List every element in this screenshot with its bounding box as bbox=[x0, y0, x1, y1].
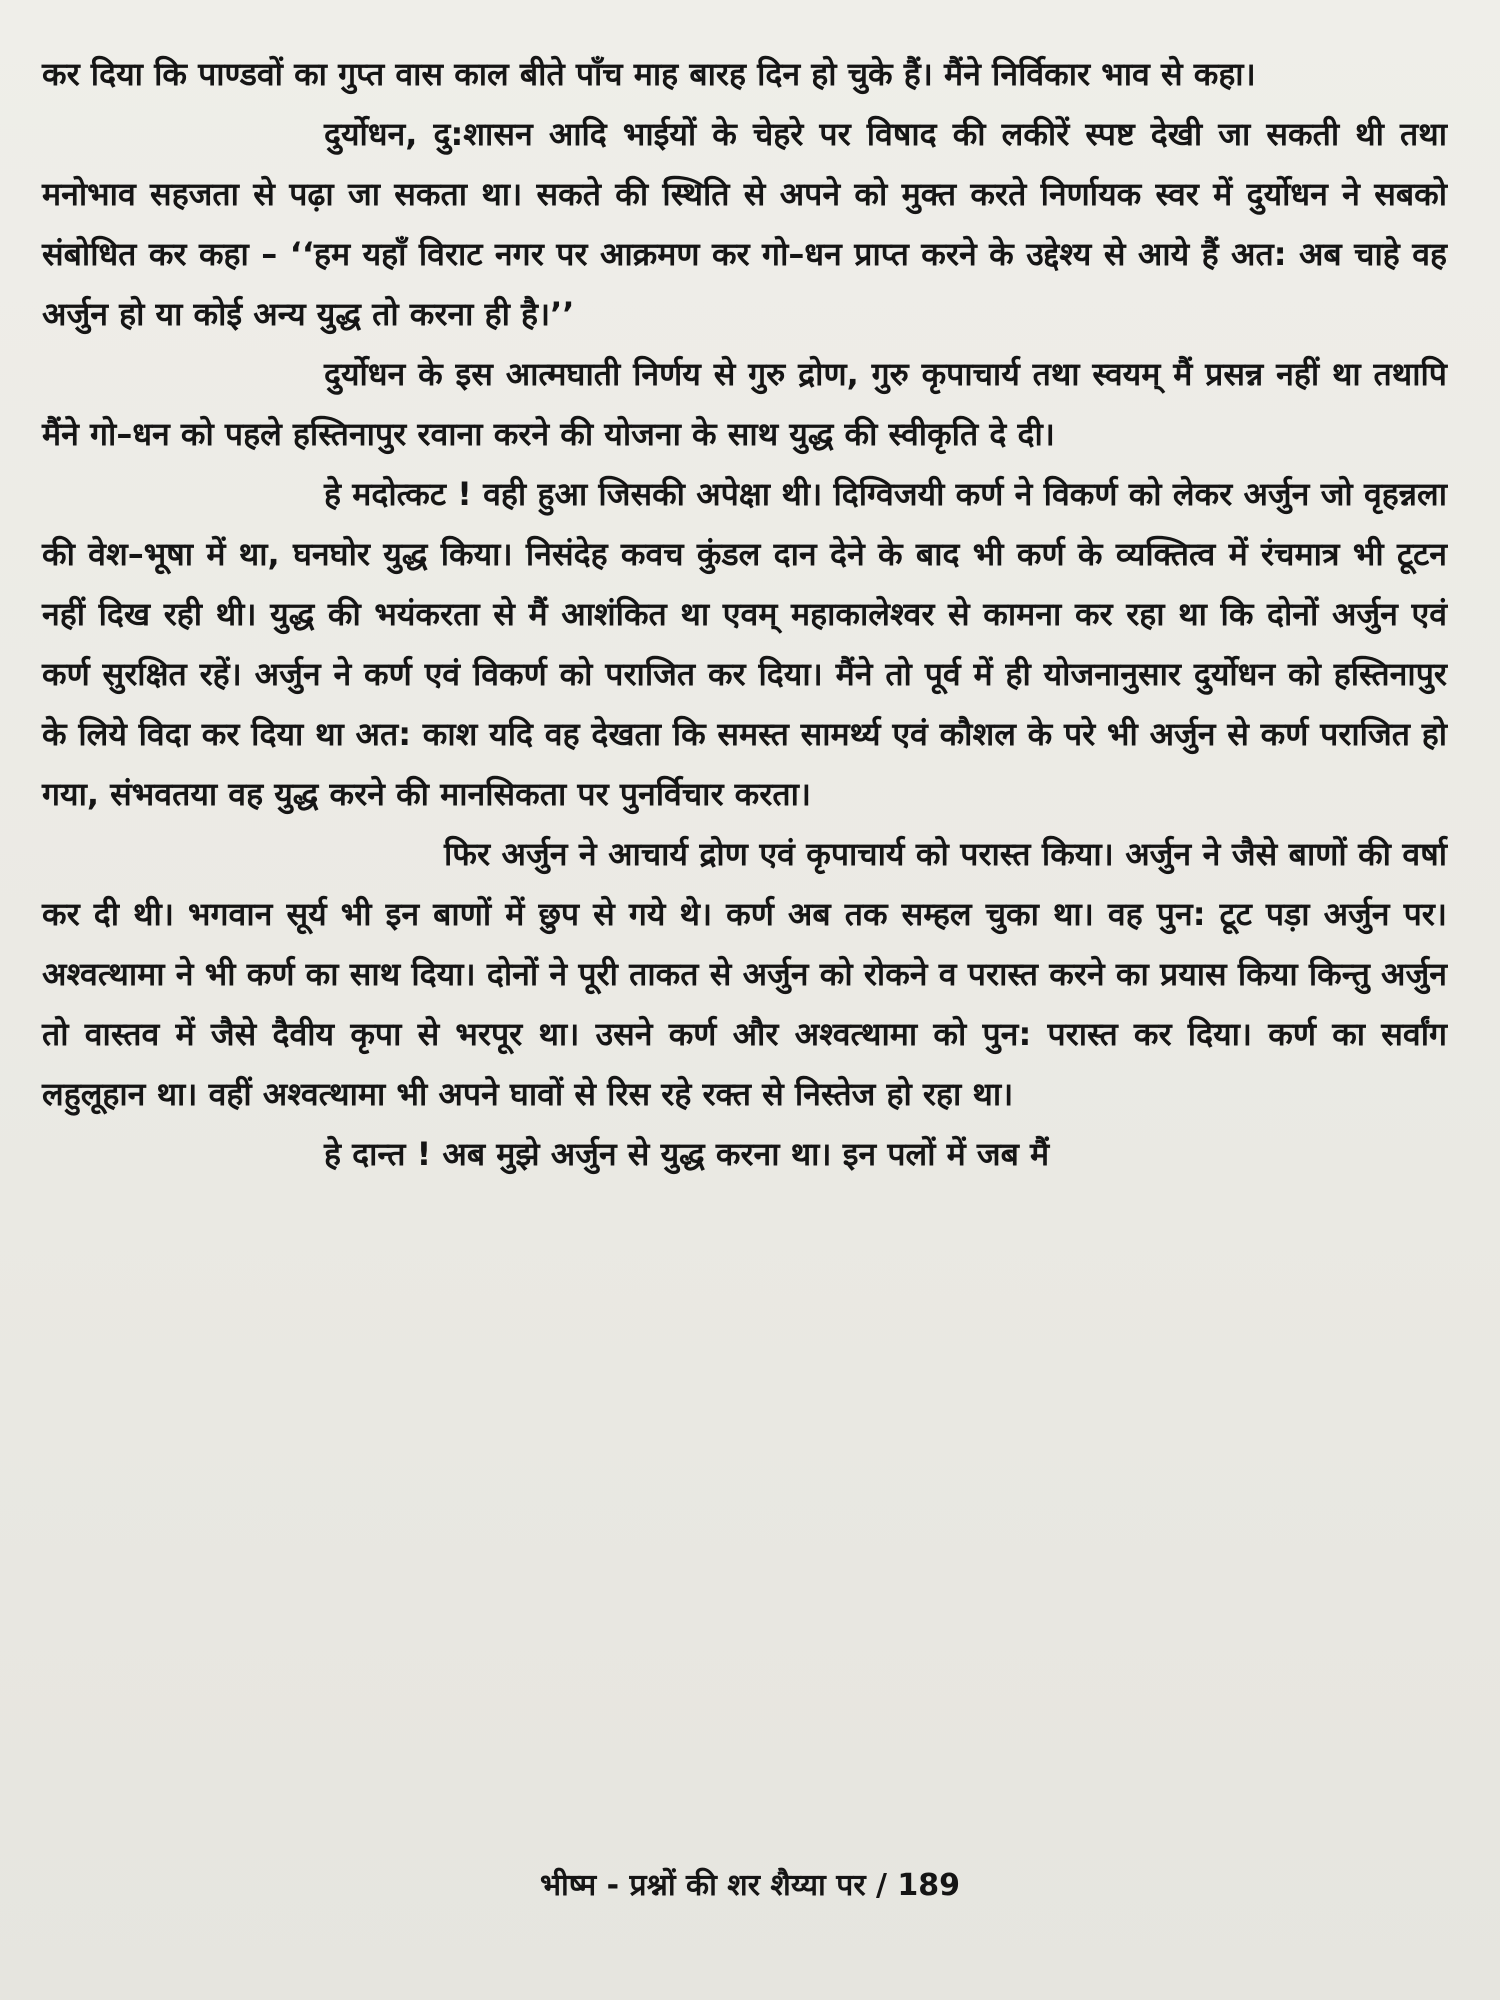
page-footer: भीष्म - प्रश्नों की शर शैय्या पर / 189 bbox=[539, 1868, 961, 1903]
paragraph-1: कर दिया कि पाण्डवों का गुप्त वास काल बीते पाँच माह बारह दिन हो चुके हैं। मैंने निर्विकार भाव से कहा। bbox=[42, 55, 1256, 93]
paragraph-2: दुर्योधन, दु:शासन आदि भाईयों के चेहरे पर विषाद की लकीरें स्पष्ट देखी जा सकती थी तथा मनोभाव सहजता से पढ़ा जा सकता था। सकते की स्थिति से अपने को मुक्त करते निर्णायक स्वर में दुर्योधन ने सबको संबोधित कर कहा – ‘‘हम यहाँ विराट नगर पर आक्रमण कर गो–धन प्राप्त करने के उद्देश्य से आये हैं अत: अब चाहे वह अर्जुन हो या कोई अन्य युद्ध तो करना ही है।’’ bbox=[42, 115, 1447, 333]
body-text bbox=[42, 44, 1447, 1184]
paragraph-6: हे दान्त ! अब मुझे अर्जुन से युद्ध करना था। इन पलों में जब मैं bbox=[324, 1135, 1050, 1173]
paragraph-3: दुर्योधन के इस आत्मघाती निर्णय से गुरु द्रोण, गुरु कृपाचार्य तथा स्वयम् मैं प्रसन्न नहीं था तथापि मैंने गो–धन को पहले हस्तिनापुर रवाना करने की योजना के साथ युद्ध की स्वीकृति दे दी। bbox=[42, 355, 1447, 453]
paragraph-5: फिर अर्जुन ने आचार्य द्रोण एवं कृपाचार्य को परास्त किया। अर्जुन ने जैसे बाणों की वर्षा कर दी थी। भगवान सूर्य भी इन बाणों में छुप से गये थे। कर्ण अब तक सम्हल चुका था। वह पुन: टूट पड़ा अर्जुन पर। अश्वत्थामा ने भी कर्ण का साथ दिया। दोनों ने पूरी ताकत से अर्जुन को रोकने व परास्त करने का प्रयास किया किन्तु अर्जुन तो वास्तव में जैसे दैवीय कृपा से भरपूर था। उसने कर्ण और अश्वत्थामा को पुन: परास्त कर दिया। कर्ण का सर्वांग लहुलूहान था। वहीं अश्वत्थामा भी अपने घावों से रिस रहे रक्त से निस्तेज हो रहा था। bbox=[42, 835, 1447, 1113]
paragraph-4: हे मदोत्कट ! वही हुआ जिसकी अपेक्षा थी। दिग्विजयी कर्ण ने विकर्ण को लेकर अर्जुन जो वृहन्नला की वेश–भूषा में था, घनघोर युद्ध किया। निसंदेह कवच कुंडल दान देने के बाद भी कर्ण के व्यक्तित्व में रंचमात्र भी टूटन नहीं दिख रही थी। युद्ध की भयंकरता से मैं आशंकित था एवम् महाकालेश्वर से कामना कर रहा था कि दोनों अर्जुन एवं कर्ण सुरक्षित रहें। अर्जुन ने कर्ण एवं विकर्ण को पराजित कर दिया। मैंने तो पूर्व में ही योजनानुसार दुर्योधन को हस्तिनापुर के लिये विदा कर दिया था अत: काश यदि वह देखता कि समस्त सामर्थ्य एवं कौशल के परे भी अर्जुन से कर्ण पराजित हो गया, संभवतया वह युद्ध करने की मानसिकता पर पुनर्विचार करता। bbox=[42, 475, 1447, 813]
